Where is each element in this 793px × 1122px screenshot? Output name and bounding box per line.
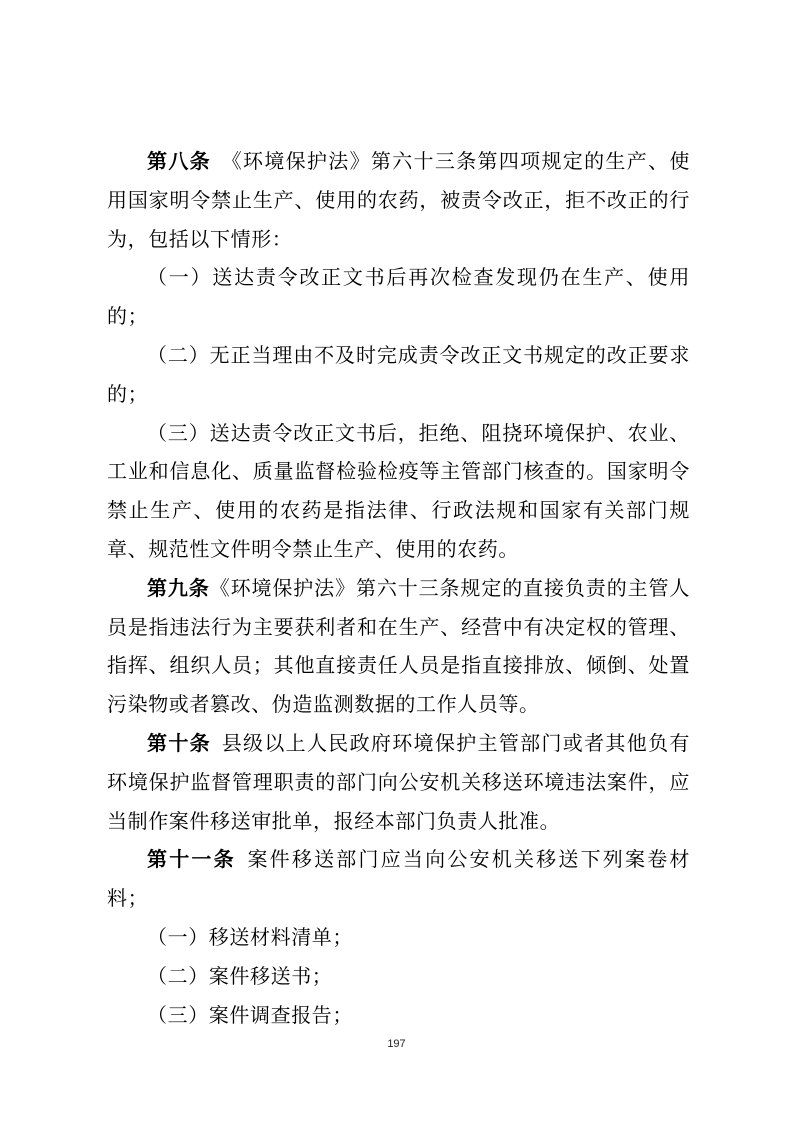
article-text: 《环境保护法》第六十三条第四项规定的生产、使用国家明令禁止生产、使用的农药，被责令改正，拒不改正的行为，包括以下情形： — [107, 149, 690, 251]
article-heading: 第十一条 — [147, 847, 236, 872]
document-body — [107, 142, 690, 1034]
page-number: 197 — [387, 1038, 406, 1050]
list-item — [107, 957, 690, 996]
article-8-paragraph — [107, 142, 690, 258]
article-heading: 第九条 — [147, 575, 210, 600]
article-heading: 第十条 — [147, 730, 211, 755]
article-10-paragraph — [107, 724, 690, 840]
article-text: 案件移送部门应当向公安机关移送下列案卷材料； — [107, 847, 691, 911]
list-item — [107, 336, 690, 414]
list-item — [107, 258, 690, 336]
list-item-text: （一）送达责令改正文书后再次检查发现仍在生产、使用的； — [107, 265, 690, 329]
article-heading: 第八条 — [147, 149, 211, 173]
list-item — [107, 918, 690, 957]
article-text: 《环境保护法》第六十三条规定的直接负责的主管人员是指违法行为主要获利者和在生产、经营中有决定权的管理、指挥、组织人员；其他直接责任人员是指直接排放、倾倒、处置污染物或者篡改、伪造监测数据的工作人员等。 — [107, 575, 690, 717]
article-9-paragraph — [107, 569, 690, 724]
article-11-paragraph — [107, 840, 690, 918]
list-item — [107, 414, 690, 569]
list-item-text: （二）案件移送书； — [147, 963, 333, 988]
list-item-text: （二）无正当理由不及时完成责令改正文书规定的改正要求的； — [107, 342, 690, 406]
list-item-text: （一）移送材料清单； — [147, 924, 353, 949]
list-item — [107, 996, 690, 1035]
list-item-text: （三）送达责令改正文书后，拒绝、阻挠环境保护、农业、工业和信息化、质量监督检验检疫等主管部门核查的。国家明令禁止生产、使用的农药是指法律、行政法规和国家有关部门规章、规范性文件明令禁止生产、使用的农药。 — [107, 420, 690, 561]
list-item-text: （三）案件调查报告； — [147, 1002, 353, 1027]
article-text: 县级以上人民政府环境保护主管部门或者其他负有环境保护监督管理职责的部门向公安机关移送环境违法案件，应当制作案件移送审批单，报经本部门负责人批准。 — [107, 730, 690, 833]
